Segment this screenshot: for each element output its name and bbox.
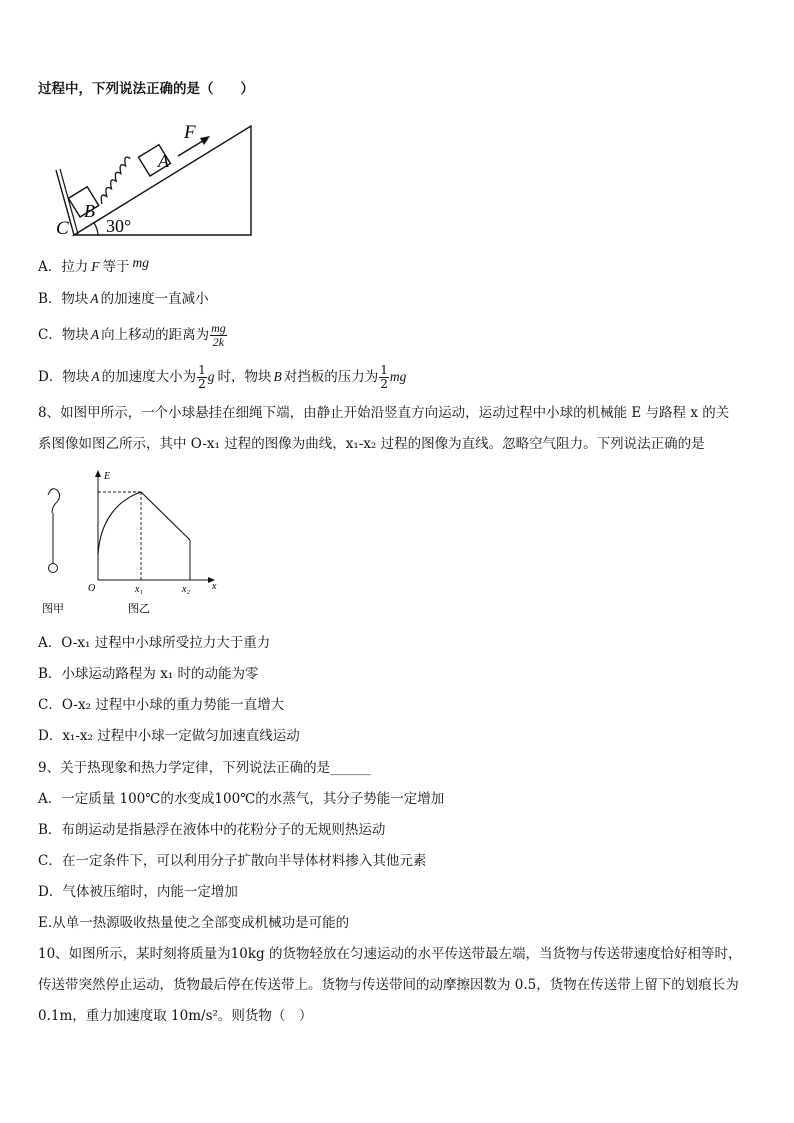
q8-figure [38,465,228,617]
q7-option-d: D．物块 A 的加速度大小为 $\frac{1}{2}$ g 时，物块 B 对挡板的压力为 $\frac{1}{2}$ mg [38,363,407,391]
caption-yi: 图乙 [128,603,150,615]
spring [88,156,143,204]
q9-stem: 9、关于热现象和热力学定律，下列说法正确的是______ [38,760,371,776]
tick-x1: x₁ [135,584,143,595]
q8-option-c: C．O-x₂ 过程中小球的重力势能一直增大 [38,697,285,713]
q10-stem-line3: 0.1m，重力加速度取 10m/s²。则货物（ ） [38,1008,313,1024]
q9-option-e: E.从单一热源吸收热量使之全部变成机械功是可能的 [38,915,350,931]
pendulum-figure [48,489,60,573]
q8-option-d: D．x₁-x₂ 过程中小球一定做匀加速直线运动 [38,728,300,744]
q9-option-c: C．在一定条件下，可以利用分子扩散向半导体材料掺入其他元素 [38,853,427,869]
axis-label-e: E [104,471,111,482]
label-b: B [84,201,95,221]
tick-x2: x₂ [182,584,190,595]
q7-option-c: C．物块 A 向上移动的距离为 $\frac{mg}{2k}$ [38,321,226,349]
label-c: C [56,218,69,239]
label-f: F [184,122,196,143]
q9-option-a: A．一定质量 100℃的水变成100℃的水蒸气，其分子势能一定增加 [38,791,445,807]
origin-label: O [88,583,96,594]
q8-option-a: A．O-x₁ 过程中小球所受拉力大于重力 [38,635,271,651]
q8-option-b: B．小球运动路程为 x₁ 时的动能为零 [38,666,259,682]
q9-option-d: D．气体被压缩时，内能一定增加 [38,884,238,900]
q7-option-b: B．物块 A 的加速度一直减小 [38,291,209,307]
q10-stem-line2: 传送带突然停止运动，货物最后停在传送带上。货物与传送带间的动摩擦因数为 0.5，货物在传送带上留下的划痕长为 [38,977,739,993]
q8-stem-line2: 系图像如图乙所示，其中 O-x₁ 过程的图像为曲线，x₁-x₂ 过程的图像为直线。忽略空气阻力。下列说法正确的是 [38,436,705,452]
q8-stem-line1: 8、如图甲所示，一个小球悬挂在细绳下端，由静止开始沿竖直方向运动，运动过程中小球的机械能 E 与路程 x 的关 [38,405,730,421]
q10-stem-line1: 10、如图所示，某时刻将质量为10kg 的货物轻放在匀速运动的水平传送带最左端，当货物与传送带速度恰好相等时， [38,946,742,962]
q7-option-a: A．拉力 F 等于 mg [38,255,149,275]
incline [74,126,251,235]
q7-incline-figure [50,118,260,240]
axis-label-x: x [212,581,217,592]
line-x1-x2 [141,492,190,540]
q9-option-b: B．布朗运动是指悬浮在液体中的花粉分子的无规则热运动 [38,822,386,838]
label-a: A [158,151,169,171]
curve-o-x1 [98,492,141,555]
q7-stem-tail: 过程中，下列说法正确的是（ ） [38,81,254,97]
caption-jia: 图甲 [42,603,64,615]
label-angle: 30° [106,216,132,236]
